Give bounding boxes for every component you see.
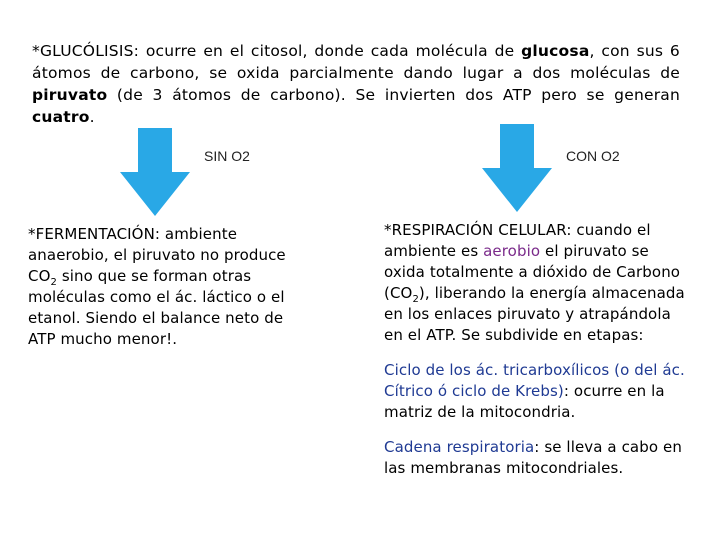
glycolysis-paragraph <box>32 40 680 128</box>
krebs-paragraph <box>384 360 690 423</box>
cuatro-term: cuatro <box>32 108 90 126</box>
aerobio-term: aerobio <box>483 242 541 260</box>
glycolysis-text-1: ocurre en el citosol, donde cada molécula de <box>139 42 522 60</box>
glycolysis-term: *GLUCÓLISIS: <box>32 42 140 60</box>
fermentation-text-1: ambiente anaerobio, el piruvato no produce CO <box>28 225 286 285</box>
respiration-text-2: el piruvato se oxida totalmente a dióxido de Carbono (CO <box>384 242 681 302</box>
respiration-text-3: ), liberando la energía almacenada en los enlaces piruvato y atrapándola en el ATP. Se subdivide en etapas: <box>384 284 685 344</box>
glycolysis-text-4: . <box>89 108 95 126</box>
down-arrow-right-icon <box>482 124 552 212</box>
sin-o2-label: SIN O2 <box>204 148 250 164</box>
fermentation-text-2: sino que se forman otras moléculas como el ác. láctico o el etanol. Siendo el balance neto de ATP mucho menor!. <box>28 267 285 348</box>
respiration-text-1: cuando el ambiente es <box>384 221 651 260</box>
fermentation-co2-subscript: 2 <box>50 277 57 288</box>
fermentation-paragraph <box>28 224 306 350</box>
down-arrow-right-shape <box>482 124 552 212</box>
down-arrow-left-shape <box>120 128 190 216</box>
respiration-term: *RESPIRACIÓN CELULAR: <box>384 221 572 239</box>
respiratory-chain-paragraph <box>384 437 690 479</box>
glucosa-term: glucosa <box>521 42 590 60</box>
respiratory-chain-text: : se lleva a cabo en las membranas mitocondriales. <box>384 438 682 477</box>
glycolysis-text-3: (de 3 átomos de carbono). Se invierten dos ATP pero se generan <box>107 86 680 104</box>
respiration-co2-subscript: 2 <box>412 294 419 305</box>
glycolysis-text-2: , con sus 6 átomos de carbono, se oxida parcialmente dando lugar a dos moléculas de <box>32 42 680 82</box>
respiratory-chain-term: Cadena respiratoria <box>384 438 535 456</box>
respiration-paragraph <box>384 220 690 346</box>
con-o2-label: CON O2 <box>566 148 620 164</box>
down-arrow-left-icon <box>120 128 190 216</box>
krebs-term: Ciclo de los ác. tricarboxílicos (o del ác. Cítrico ó ciclo de Krebs) <box>384 361 685 400</box>
krebs-text: : ocurre en la matriz de la mitocondria. <box>384 382 665 421</box>
fermentation-term: *FERMENTACIÓN: <box>28 225 161 243</box>
fermentation-block <box>28 224 306 364</box>
piruvato-term: piruvato <box>32 86 108 104</box>
respiration-block <box>384 220 690 493</box>
